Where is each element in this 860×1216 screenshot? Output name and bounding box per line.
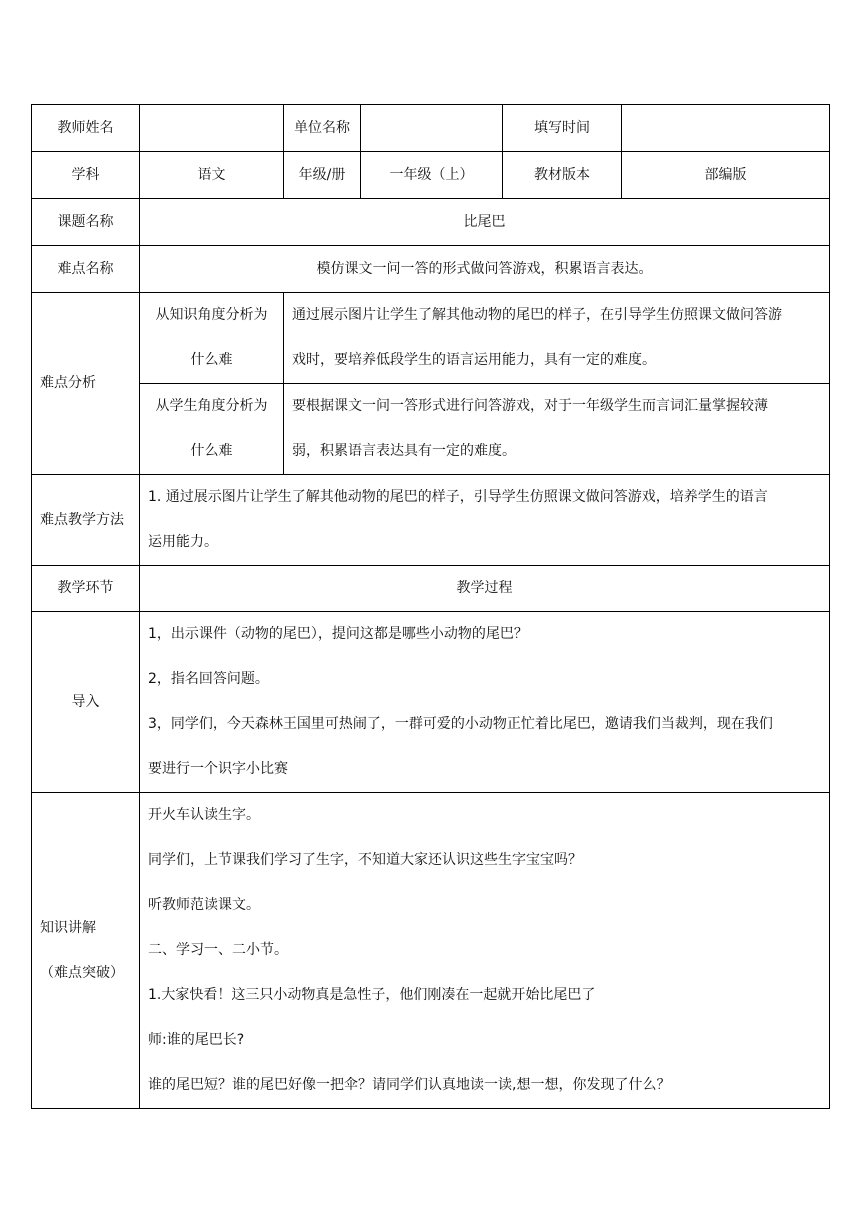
difficulty-row	[32, 246, 830, 293]
topic-row	[32, 199, 830, 246]
edition-value: 部编版	[622, 152, 830, 199]
difficulty-label: 难点名称	[32, 246, 140, 293]
analysis-student-row	[32, 384, 830, 475]
process-header-row	[32, 566, 830, 612]
knowledge-line: 听教师范读课文。	[148, 897, 260, 913]
method-label: 难点教学方法	[32, 475, 140, 566]
fill-date-label: 填写时间	[503, 105, 622, 152]
difficulty-value: 模仿课文一问一答的形式做问答游戏，积累语言表达。	[140, 246, 830, 293]
knowledge-label-line2: （难点突破）	[40, 964, 124, 981]
process-header-value: 教学过程	[140, 566, 830, 612]
fill-date-value[interactable]	[622, 105, 830, 152]
knowledge-label-line1: 知识讲解	[40, 919, 96, 936]
intro-line: 2，指名回答问题。	[148, 671, 269, 687]
intro-label: 导入	[32, 612, 140, 793]
method-row	[32, 475, 830, 566]
knowledge-line: 开火车认读生字。	[148, 807, 260, 823]
knowledge-line: 1.大家快看！这三只小动物真是急性子，他们刚凑在一起就开始比尾巴了	[148, 987, 596, 1003]
unit-name-label: 单位名称	[284, 105, 361, 152]
knowledge-angle-text	[284, 293, 830, 384]
student-angle-text-line2: 弱，积累语言表达具有一定的难度。	[292, 443, 516, 459]
knowledge-angle-label-line2: 什么难	[190, 352, 233, 368]
knowledge-line: 谁的尾巴短？谁的尾巴好像一把伞？请同学们认真地读一读,想一想，你发现了什么？	[148, 1077, 671, 1093]
knowledge-angle-label-line1: 从知识角度分析为	[155, 307, 268, 323]
intro-row	[32, 612, 830, 793]
method-text-line1: 1. 通过展示图片让学生了解其他动物的尾巴的样子，引导学生仿照课文做问答游戏，培养学生的语言	[148, 489, 768, 505]
topic-value: 比尾巴	[140, 199, 830, 246]
knowledge-label	[32, 793, 140, 1109]
process-step-label: 教学环节	[32, 566, 140, 612]
grade-value: 一年级（上）	[361, 152, 503, 199]
unit-name-value[interactable]	[361, 105, 503, 152]
knowledge-line: 同学们，上节课我们学习了生字，不知道大家还认识这些生字宝宝吗？	[148, 852, 582, 868]
student-angle-label-line2: 什么难	[190, 443, 233, 459]
student-angle-text-line1: 要根据课文一问一答形式进行问答游戏，对于一年级学生而言词汇量掌握较薄	[292, 398, 768, 414]
subject-row	[32, 152, 830, 199]
header-row	[32, 105, 830, 152]
knowledge-line: 师:谁的尾巴长?	[148, 1032, 245, 1048]
knowledge-line: 二、学习一、二小节。	[148, 942, 288, 958]
analysis-knowledge-row	[32, 293, 830, 384]
student-angle-label	[140, 384, 284, 475]
grade-label: 年级/册	[284, 152, 361, 199]
knowledge-angle-text-line2: 戏时，要培养低段学生的语言运用能力，具有一定的难度。	[292, 352, 656, 368]
method-text	[140, 475, 830, 566]
student-angle-label-line1: 从学生角度分析为	[155, 398, 268, 414]
intro-line: 1，出示课件（动物的尾巴），提问这都是哪些小动物的尾巴？	[148, 626, 528, 642]
student-angle-text	[284, 384, 830, 475]
analysis-label: 难点分析	[32, 293, 140, 475]
knowledge-row	[32, 793, 830, 1109]
edition-label: 教材版本	[503, 152, 622, 199]
knowledge-angle-label	[140, 293, 284, 384]
teacher-name-label: 教师姓名	[32, 105, 140, 152]
intro-line: 3，同学们，今天森林王国里可热闹了，一群可爱的小动物正忙着比尾巴，邀请我们当裁判，现在我们	[148, 716, 773, 732]
topic-label: 课题名称	[32, 199, 140, 246]
intro-line: 要进行一个识字小比赛	[148, 761, 288, 777]
teacher-name-value[interactable]	[140, 105, 284, 152]
method-text-line2: 运用能力。	[148, 534, 218, 550]
intro-content	[140, 612, 830, 793]
lesson-plan-table	[31, 104, 830, 1109]
knowledge-angle-text-line1: 通过展示图片让学生了解其他动物的尾巴的样子，在引导学生仿照课文做问答游	[292, 307, 782, 323]
subject-label: 学科	[32, 152, 140, 199]
subject-value: 语文	[140, 152, 284, 199]
knowledge-content	[140, 793, 830, 1109]
